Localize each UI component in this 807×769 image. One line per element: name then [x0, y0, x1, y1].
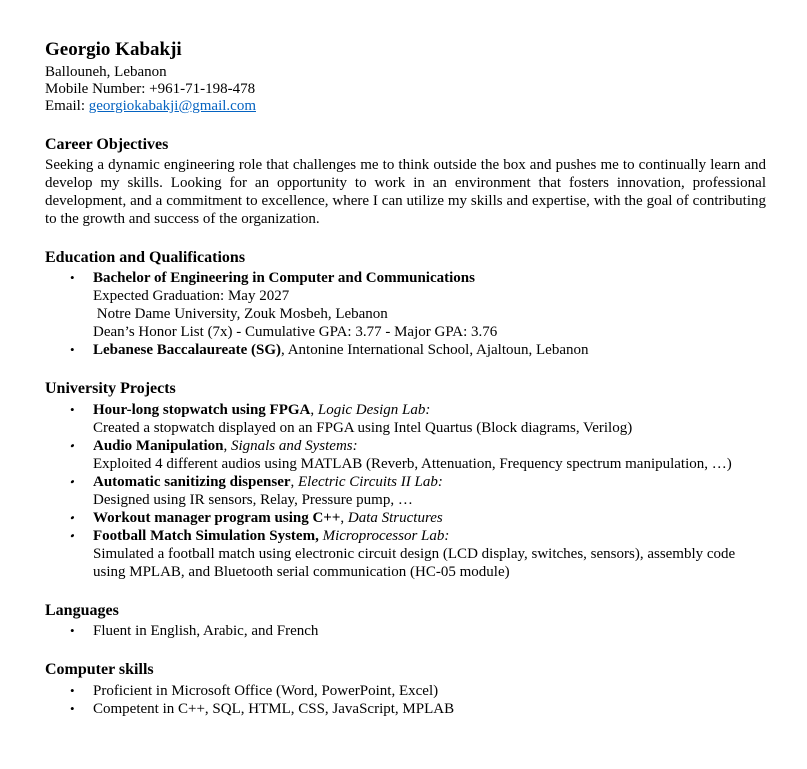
project-desc-line: Designed using IR sensors, Relay, Pressure pump, …	[93, 491, 413, 508]
skills-list	[45, 682, 766, 718]
project-separator: ,	[223, 437, 231, 454]
project-title-line	[93, 527, 766, 545]
section-education	[45, 249, 766, 359]
project-course: Microprocessor Lab:	[322, 527, 450, 544]
education-degree: Bachelor of Engineering in Computer and Communications	[93, 270, 475, 287]
bullet-icon: •	[70, 623, 75, 639]
skill-item	[70, 700, 766, 718]
mobile-line: Mobile Number: +961-71-198-478	[45, 80, 256, 97]
section-languages	[45, 602, 766, 640]
project-item	[67, 527, 766, 581]
project-desc-line: Created a stopwatch displayed on an FPGA using Intel Quartus (Block diagrams, Verilog)	[93, 419, 633, 436]
project-course: Signals and Systems:	[230, 437, 358, 454]
skill-item-text: Proficient in Microsoft Office (Word, PowerPoint, Excel)	[93, 682, 439, 699]
project-item	[70, 401, 766, 437]
project-title: Audio Manipulation	[93, 437, 224, 454]
project-course: Logic Design Lab:	[317, 401, 431, 418]
project-title-line	[93, 509, 766, 527]
project-course: Electric Circuits II Lab:	[298, 473, 443, 490]
bullet-icon: •	[70, 401, 75, 417]
education-detail-line: Expected Graduation: May 2027	[93, 288, 290, 305]
education-detail-line: Dean’s Honor List (7x) - Cumulative GPA: 3.77 - Major GPA: 3.76	[93, 324, 498, 341]
career-objectives-heading: Career Objectives	[45, 135, 169, 153]
email-link[interactable]: georgiokabakji@gmail.com	[88, 97, 256, 114]
project-title: Workout manager program using C++	[93, 509, 341, 526]
email-line	[45, 98, 766, 115]
languages-heading: Languages	[45, 601, 119, 619]
bullet-icon: •	[67, 437, 78, 453]
projects-list	[45, 401, 766, 581]
project-item	[67, 437, 766, 473]
project-course: Data Structures	[347, 509, 443, 526]
education-item	[70, 341, 766, 359]
person-name: Georgio Kabakji	[45, 39, 182, 60]
skill-item	[70, 682, 766, 700]
section-university-projects	[45, 380, 766, 580]
language-item-text: Fluent in English, Arabic, and French	[93, 623, 319, 640]
computer-skills-heading: Computer skills	[45, 661, 154, 679]
education-heading: Education and Qualifications	[45, 249, 246, 267]
bullet-icon: •	[70, 700, 75, 716]
project-title-line	[93, 473, 766, 491]
education-title-line	[93, 341, 766, 359]
university-projects-heading: University Projects	[45, 380, 176, 398]
education-detail-line: Notre Dame University, Zouk Mosbeh, Lebanon	[93, 306, 388, 323]
section-computer-skills	[45, 661, 766, 717]
career-objectives-paragraph: Seeking a dynamic engineering role that challenges me to think outside the box and pushes me to continually learn and develop my skills. Looking for an opportunity to work in an environment that fosters innovation, professional development, and a commitment to excellence, where I can utilize my skills and expertise, with the goal of contributing to the growth and success of the organization.	[45, 157, 766, 228]
contact-header	[45, 40, 766, 115]
project-title: Automatic sanitizing dispenser	[93, 473, 291, 490]
bullet-icon: •	[67, 527, 78, 543]
project-desc-line: Simulated a football match using electronic circuit design (LCD display, switches, sensors), assembly code using MPLAB, and Bluetooth serial communication (HC-05 module)	[93, 545, 739, 580]
bullet-icon: •	[70, 270, 75, 286]
education-title-line	[93, 269, 766, 287]
language-item	[70, 622, 766, 640]
project-separator: ,	[340, 509, 348, 526]
project-title-line	[93, 437, 766, 455]
project-separator: ,	[310, 401, 318, 418]
project-title: Football Match Simulation System,	[93, 527, 319, 544]
project-item	[67, 509, 766, 527]
education-degree: Lebanese Baccalaureate (SG)	[93, 342, 282, 359]
education-item	[70, 269, 766, 341]
project-desc-line: Exploited 4 different audios using MATLAB (Reverb, Attenuation, Frequency spectrum manipulation, …)	[93, 455, 732, 472]
bullet-icon: •	[70, 682, 75, 698]
bullet-icon: •	[67, 509, 78, 525]
bullet-icon: •	[70, 342, 75, 358]
bullet-icon: •	[67, 473, 78, 489]
education-title-rest: , Antonine International School, Ajaltoun, Lebanon	[281, 342, 589, 359]
project-title-line	[93, 401, 766, 419]
project-title: Hour-long stopwatch using FPGA	[93, 401, 311, 418]
project-item	[67, 473, 766, 509]
section-career-objectives	[45, 136, 766, 228]
project-separator: ,	[290, 473, 299, 490]
email-label: Email:	[45, 97, 89, 114]
skill-item-text: Competent in C++, SQL, HTML, CSS, JavaScript, MPLAB	[93, 700, 455, 717]
languages-list	[45, 622, 766, 640]
location-line: Ballouneh, Lebanon	[45, 63, 167, 80]
education-list	[45, 269, 766, 359]
